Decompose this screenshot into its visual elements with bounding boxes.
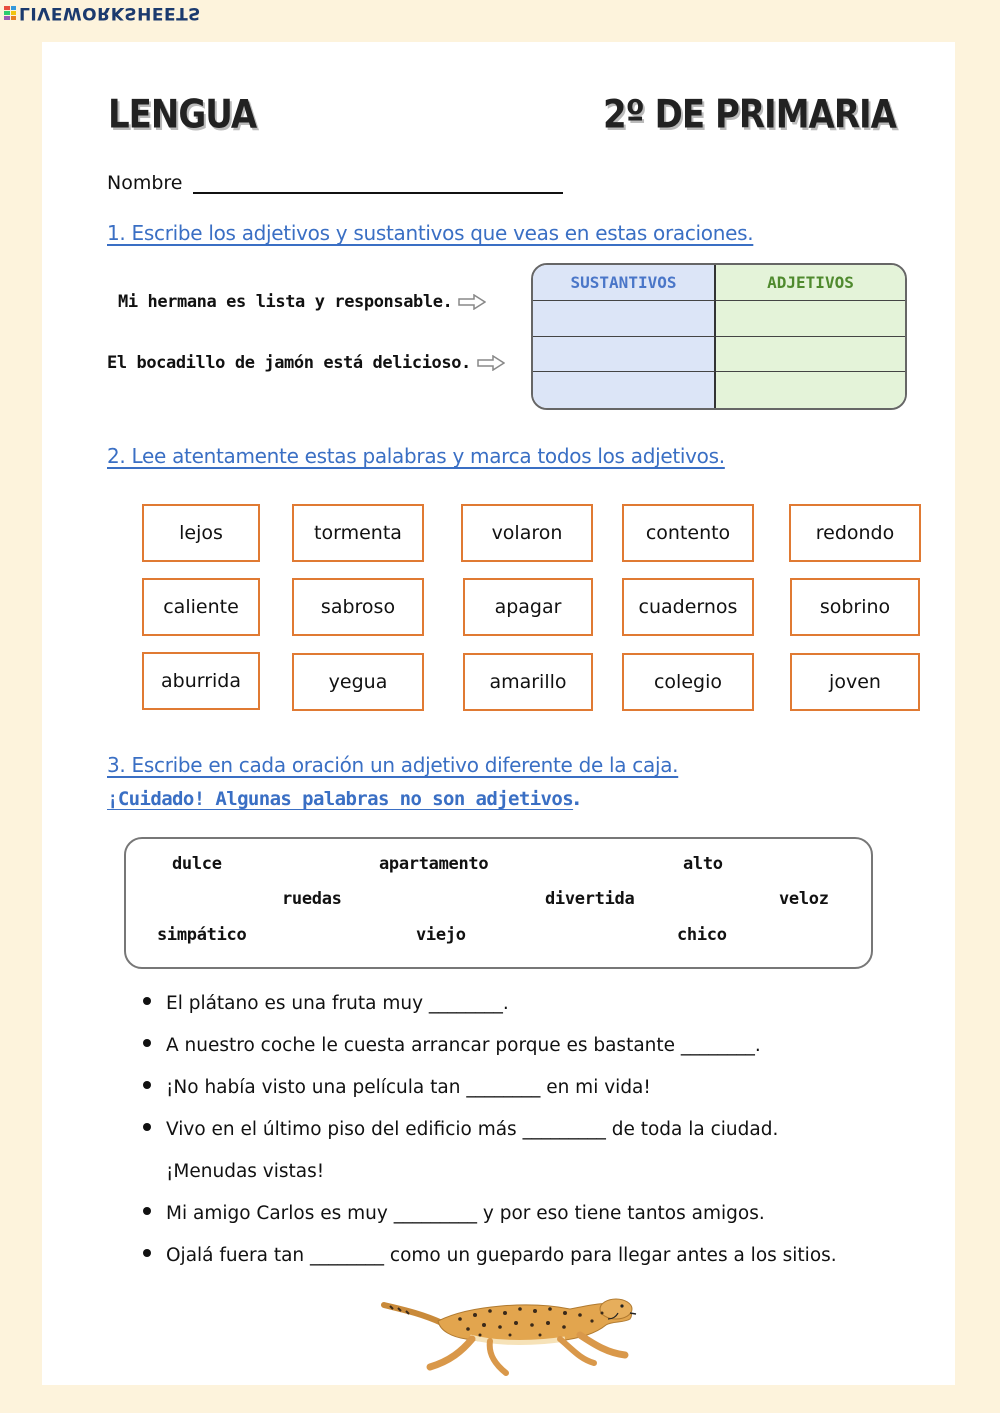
q1-answer-table bbox=[531, 263, 907, 410]
list-item bbox=[143, 1245, 837, 1266]
q3-sentence[interactable]: Vivo en el último piso del edificio más _________ de toda la ciudad. bbox=[166, 1119, 779, 1140]
bank-word: veloz bbox=[779, 889, 829, 909]
bank-word: chico bbox=[677, 925, 727, 945]
name-label: Nombre bbox=[107, 172, 183, 194]
word-option[interactable]: tormenta bbox=[292, 504, 424, 562]
bullet-icon bbox=[143, 997, 151, 1005]
q3-word-bank bbox=[124, 837, 873, 969]
list-item-continuation bbox=[166, 1161, 324, 1182]
q3-sentence[interactable]: Mi amigo Carlos es muy _________ y por eso tiene tantos amigos. bbox=[166, 1203, 765, 1224]
bank-word: viejo bbox=[416, 925, 466, 945]
q1-sentence-1 bbox=[118, 292, 486, 312]
q1-sentence-1-text: Mi hermana es lista y responsable. bbox=[118, 292, 453, 312]
bank-word: ruedas bbox=[282, 889, 342, 909]
adjetivos-cell-2[interactable] bbox=[716, 337, 905, 373]
sustantivos-header: SUSTANTIVOS bbox=[533, 265, 716, 301]
bullet-icon bbox=[143, 1207, 151, 1215]
sustantivos-cell-2[interactable] bbox=[533, 337, 716, 373]
adjetivos-header: ADJETIVOS bbox=[716, 265, 905, 301]
list-item bbox=[143, 1119, 778, 1140]
liveworksheets-logo-icon bbox=[4, 6, 16, 20]
sustantivos-cell-1[interactable] bbox=[533, 301, 716, 337]
word-option[interactable]: lejos bbox=[142, 504, 260, 562]
word-option[interactable]: joven bbox=[790, 653, 920, 711]
bullet-icon bbox=[143, 1039, 151, 1047]
sustantivos-cell-3[interactable] bbox=[533, 372, 716, 408]
adjetivos-cell-1[interactable] bbox=[716, 301, 905, 337]
q1-sentence-2-text: El bocadillo de jamón está delicioso. bbox=[107, 353, 471, 373]
bank-word: apartamento bbox=[379, 854, 489, 874]
word-option[interactable]: redondo bbox=[789, 504, 921, 562]
arrow-right-icon bbox=[477, 355, 505, 371]
word-option[interactable]: apagar bbox=[463, 578, 593, 636]
bullet-icon bbox=[143, 1123, 151, 1131]
bank-word: dulce bbox=[172, 854, 222, 874]
q3-sentence[interactable]: ¡No había visto una película tan ________ en mi vida! bbox=[166, 1077, 651, 1098]
q3-sentence[interactable]: Ojalá fuera tan ________ como un guepardo para llegar antes a los sitios. bbox=[166, 1245, 837, 1266]
brand-logo bbox=[4, 2, 201, 24]
word-option[interactable]: volaron bbox=[461, 504, 593, 562]
grade-title: 2º DE PRIMARIA bbox=[603, 92, 896, 138]
word-option[interactable]: amarillo bbox=[463, 653, 593, 711]
word-option[interactable]: sobrino bbox=[790, 578, 920, 636]
q1-sentence-2 bbox=[107, 353, 505, 373]
name-field bbox=[107, 172, 563, 194]
bullet-icon bbox=[143, 1081, 151, 1089]
list-item bbox=[143, 1077, 651, 1098]
arrow-right-icon bbox=[458, 294, 486, 310]
q3-warning bbox=[107, 788, 580, 810]
subject-title: LENGUA bbox=[108, 92, 257, 138]
word-option[interactable]: caliente bbox=[142, 578, 260, 636]
adjetivos-cell-3[interactable] bbox=[716, 372, 905, 408]
bank-word: simpático bbox=[157, 925, 247, 945]
q3-warning-end: . bbox=[573, 788, 581, 810]
list-item bbox=[143, 1203, 765, 1224]
q1-title: 1. Escribe los adjetivos y sustantivos que veas en estas oraciones. bbox=[107, 221, 754, 245]
q3-sentence[interactable]: El plátano es una fruta muy ________. bbox=[166, 993, 509, 1014]
word-option[interactable]: colegio bbox=[622, 653, 754, 711]
bank-word: alto bbox=[683, 854, 723, 874]
q3-title: 3. Escribe en cada oración un adjetivo diferente de la caja. bbox=[107, 753, 679, 777]
word-option[interactable]: yegua bbox=[292, 653, 424, 711]
bank-word: divertida bbox=[545, 889, 635, 909]
cheetah-illustration-icon bbox=[380, 1283, 638, 1377]
list-item bbox=[143, 993, 509, 1014]
word-option[interactable]: aburrida bbox=[142, 652, 260, 710]
q3-sentence[interactable]: A nuestro coche le cuesta arrancar porque es bastante ________. bbox=[166, 1035, 761, 1056]
list-item bbox=[143, 1035, 761, 1056]
word-option[interactable]: cuadernos bbox=[622, 578, 754, 636]
word-option[interactable]: sabroso bbox=[292, 578, 424, 636]
q2-title: 2. Lee atentamente estas palabras y marca todos los adjetivos. bbox=[107, 444, 725, 468]
word-option[interactable]: contento bbox=[622, 504, 754, 562]
brand-name: LIVEWORKSHEETS bbox=[19, 3, 201, 23]
q3-warning-text: ¡Cuidado! Algunas palabras no son adjetivos bbox=[107, 788, 574, 810]
name-input-line[interactable] bbox=[193, 172, 563, 194]
bullet-icon bbox=[143, 1249, 151, 1257]
q3-sentence-continuation: ¡Menudas vistas! bbox=[166, 1161, 325, 1182]
